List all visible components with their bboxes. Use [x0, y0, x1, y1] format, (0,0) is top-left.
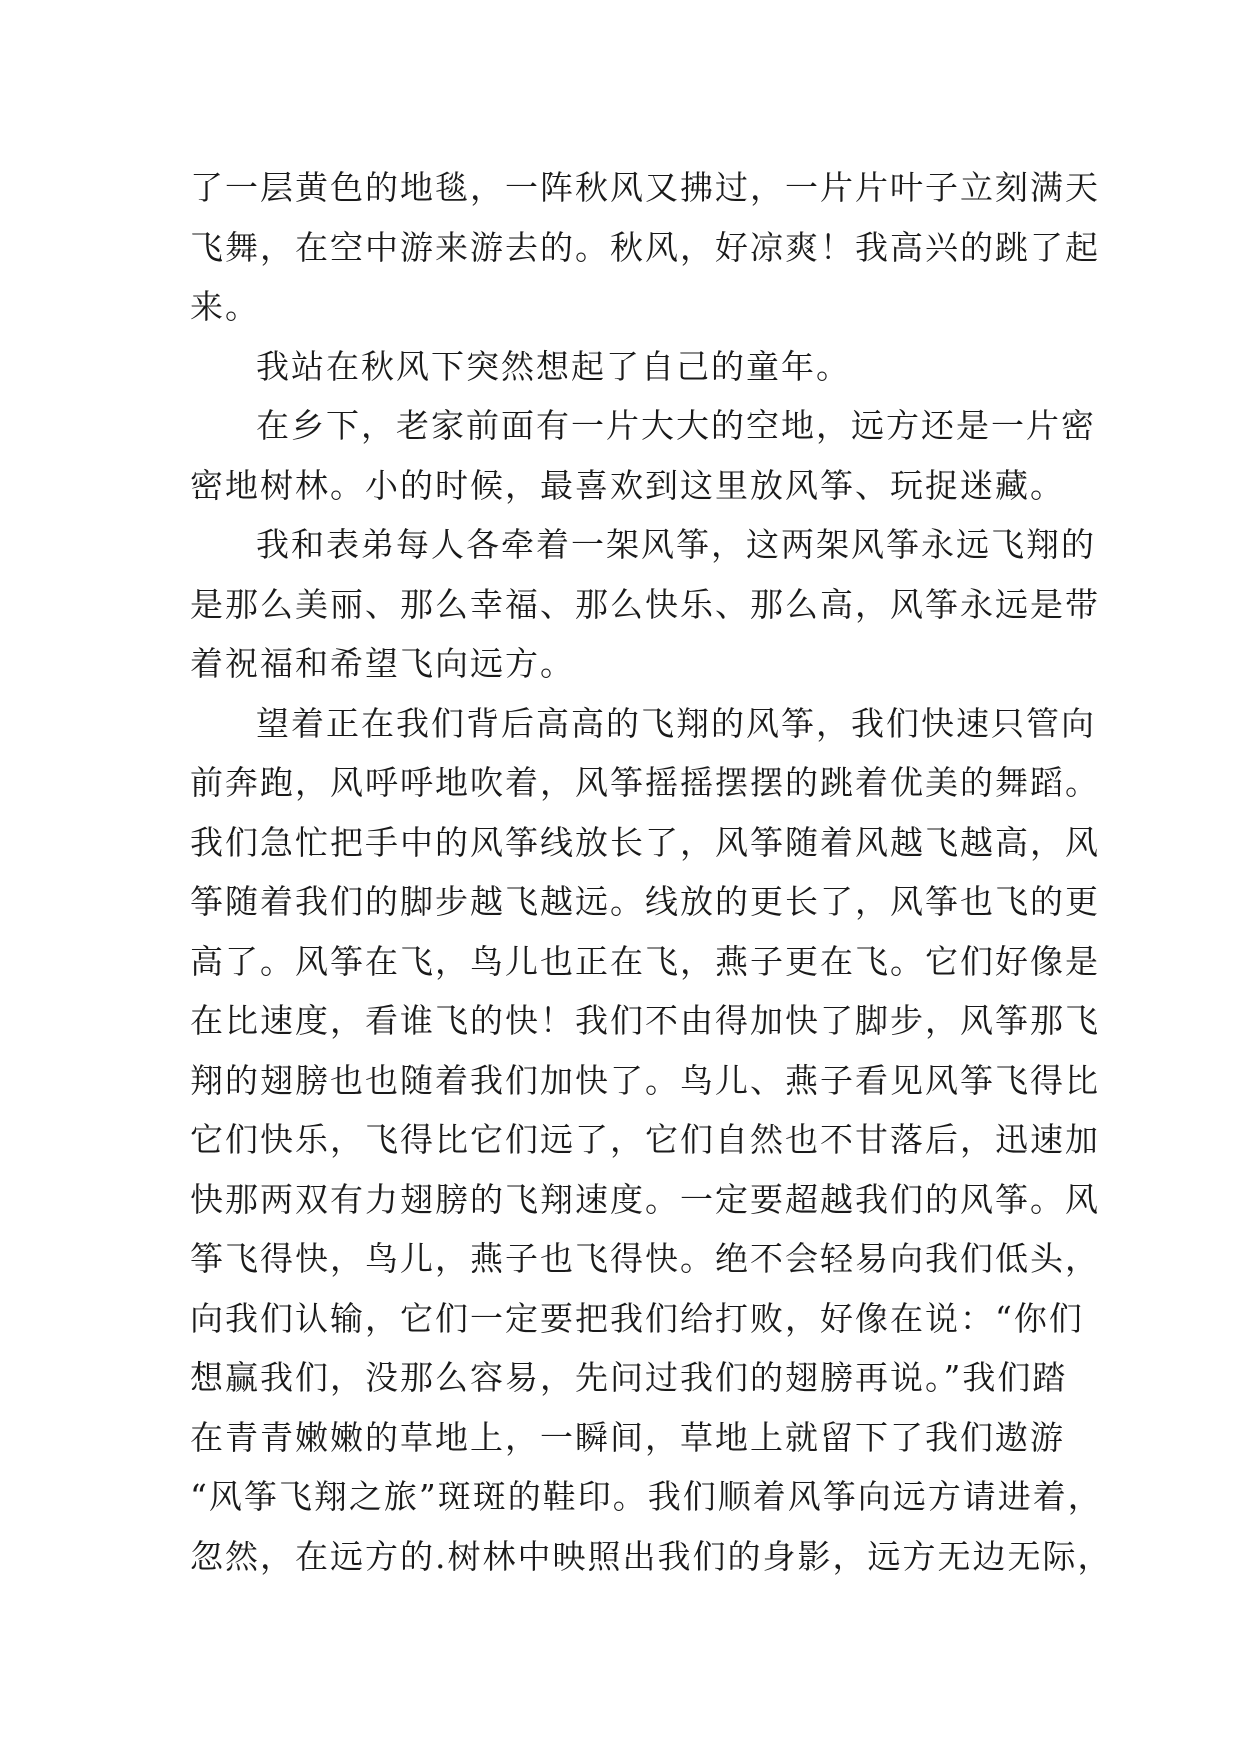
text-line: 想赢我们，没那么容易，先问过我们的翅膀再说。”我们踏: [190, 1358, 1068, 1397]
text-line: 翔的翅膀也也随着我们加快了。鸟儿、燕子看见风筝飞得比: [190, 1060, 1100, 1100]
text-line: 我站在秋风下突然想起了自己的童年。: [256, 346, 851, 386]
essay-body: [190, 158, 1113, 1586]
text-line: 我和表弟每人各牵着一架风筝，这两架风筝永远飞翔的: [256, 525, 1096, 564]
text-line: 忽然，在远方的.树林中映照出我们的身影，远方无边无际，: [190, 1536, 1113, 1576]
text-line: 快那两双有力翅膀的飞翔速度。一定要超越我们的风筝。风: [190, 1179, 1100, 1219]
text-line: 筝随着我们的脚步越飞越远。线放的更长了，风筝也飞的更: [190, 882, 1100, 921]
text-line: 它们快乐，飞得比它们远了，它们自然也不甘落后，迅速加: [190, 1120, 1100, 1159]
text-line: 望着正在我们背后高高的飞翔的风筝，我们快速只管向: [256, 703, 1096, 743]
text-line: 着祝福和希望飞向远方。: [190, 644, 575, 683]
text-line: 来。: [190, 287, 260, 326]
text-line: 是那么美丽、那么幸福、那么快乐、那么高，风筝永远是带: [190, 584, 1100, 624]
text-line: 密地树林。小的时候，最喜欢到这里放风筝、玩捉迷藏。: [190, 465, 1065, 505]
text-line: 前奔跑，风呼呼地吹着，风筝摇摇摆摆的跳着优美的舞蹈。: [190, 763, 1100, 802]
text-line: “风筝飞翔之旅”斑斑的鞋印。我们顺着风筝向远方请进着，: [190, 1477, 1103, 1516]
text-line: 在青青嫩嫩的草地上，一瞬间，草地上就留下了我们遨游: [190, 1417, 1065, 1457]
text-line: 在乡下，老家前面有一片大大的空地，远方还是一片密: [256, 406, 1096, 445]
text-line: 飞舞，在空中游来游去的。秋风，好凉爽！我高兴的跳了起: [190, 227, 1100, 267]
text-line: 筝飞得快，鸟儿，燕子也飞得快。绝不会轻易向我们低头，: [190, 1239, 1100, 1278]
text-line: 在比速度，看谁飞的快！我们不由得加快了脚步，风筝那飞: [190, 1001, 1100, 1040]
text-line: 我们急忙把手中的风筝线放长了，风筝随着风越飞越高，风: [190, 822, 1100, 862]
text-line: 了一层黄色的地毯，一阵秋风又拂过，一片片叶子立刻满天: [190, 168, 1100, 207]
text-line: 高了。风筝在飞，鸟儿也正在飞，燕子更在飞。它们好像是: [190, 941, 1100, 981]
text-line: 向我们认输，它们一定要把我们给打败，好像在说：“你们: [190, 1298, 1084, 1338]
